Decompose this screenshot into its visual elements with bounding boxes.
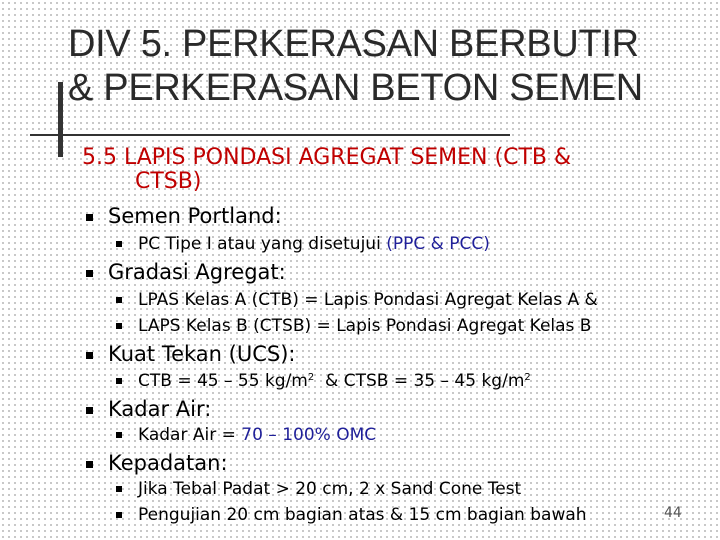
- bullet-kadar-air: [86, 397, 211, 421]
- sub-bullet-laps-kelas-b: [116, 316, 591, 336]
- sub-bullet-text: LAPS Kelas B (CTSB) = Lapis Pondasi Agregat Kelas B: [138, 316, 592, 336]
- slide-title-line-2: & PERKERASAN BETON SEMEN: [68, 67, 643, 109]
- sub-bullet-text: Jika Tebal Padat > 20 cm, 2 x Sand Cone Test: [138, 479, 522, 499]
- bullet-kuat-tekan: [86, 342, 295, 366]
- sub-bullet-text: CTB = 45 – 55 kg/m: [138, 371, 308, 391]
- square-bullet-icon: [116, 323, 122, 329]
- sub-bullet-text: PC Tipe I atau yang disetujui: [138, 234, 387, 254]
- superscript-exponent: 2: [307, 372, 315, 383]
- sub-bullet-lpas-kelas-a: [116, 290, 598, 310]
- sub-bullet-highlight: 70 – 100% OMC: [241, 425, 377, 445]
- slide-title-line-1: DIV 5. PERKERASAN BERBUTIR: [68, 23, 639, 65]
- superscript-exponent: 2: [524, 372, 531, 383]
- square-bullet-icon: [116, 378, 122, 384]
- square-bullet-icon: [86, 270, 93, 277]
- section-heading-line-1: 5.5 LAPIS PONDASI AGREGAT SEMEN (CTB &: [82, 145, 572, 170]
- square-bullet-icon: [116, 512, 122, 518]
- sub-bullet-pc-type: [116, 234, 490, 254]
- sub-bullet-text: Pengujian 20 cm bagian atas & 15 cm bagian bawah: [138, 505, 587, 525]
- title-vertical-rule: [58, 82, 63, 157]
- square-bullet-icon: [86, 214, 93, 221]
- sub-bullet-text: & CTSB = 35 – 45 kg/m: [314, 371, 525, 391]
- section-heading: [82, 146, 682, 194]
- square-bullet-icon: [86, 352, 93, 359]
- square-bullet-icon: [116, 486, 122, 492]
- slide-title: [68, 22, 708, 110]
- bullet-label: Kepadatan:: [108, 451, 228, 475]
- square-bullet-icon: [86, 461, 93, 468]
- bullet-semen-portland: [86, 204, 282, 228]
- sub-bullet-highlight: (PPC & PCC): [386, 234, 490, 254]
- bullet-label: Kadar Air:: [108, 397, 212, 421]
- bullet-gradasi-agregat: [86, 260, 286, 284]
- square-bullet-icon: [116, 432, 122, 438]
- page-number: 44: [664, 505, 682, 521]
- bullet-label: Gradasi Agregat:: [108, 260, 286, 284]
- sub-bullet-ucs-values: [116, 371, 531, 391]
- bullet-label: Semen Portland:: [108, 204, 282, 228]
- bullet-kepadatan: [86, 451, 228, 475]
- sub-bullet-text: LPAS Kelas A (CTB) = Lapis Pondasi Agregat Kelas A &: [138, 290, 598, 310]
- sub-bullet-text: Kadar Air =: [138, 425, 242, 445]
- square-bullet-icon: [116, 297, 122, 303]
- section-heading-line-2: CTSB): [135, 169, 202, 194]
- sub-bullet-kadar-air-value: [116, 425, 376, 445]
- square-bullet-icon: [86, 407, 93, 414]
- title-horizontal-rule: [30, 134, 510, 136]
- square-bullet-icon: [116, 241, 122, 247]
- sub-bullet-sand-cone: [116, 479, 521, 499]
- sub-bullet-pengujian: [116, 505, 587, 525]
- bullet-label: Kuat Tekan (UCS):: [108, 342, 296, 366]
